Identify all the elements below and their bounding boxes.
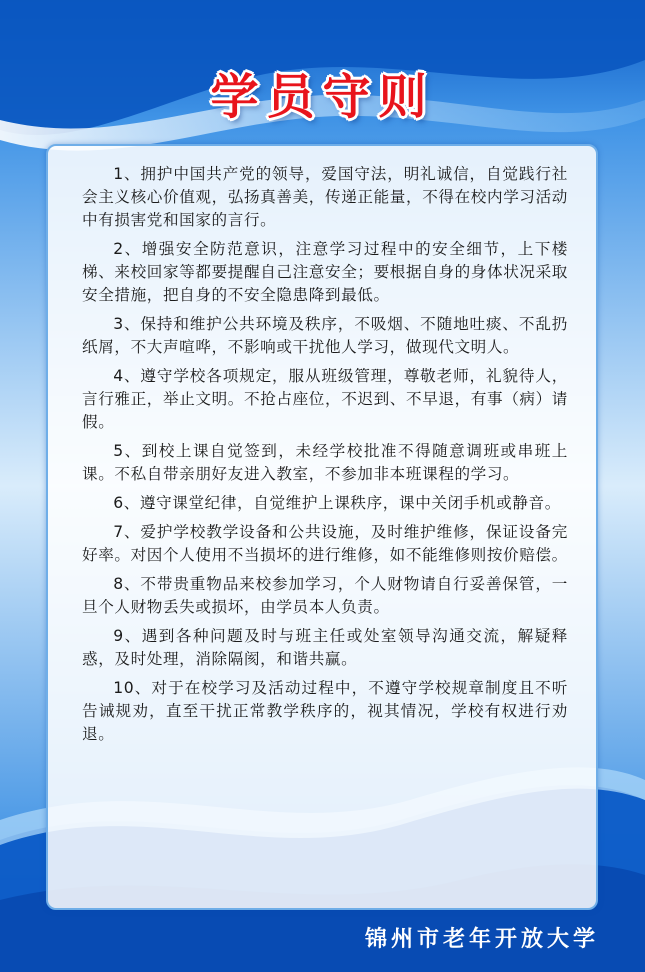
rule-item: 3、保持和维护公共环境及秩序，不吸烟、不随地吐痰、不乱扔纸屑，不大声喧哗，不影响或干扰他人学习，做现代文明人。 [82,315,568,356]
page-title: 学员守则 [210,69,435,125]
rules-list [82,163,568,752]
rule-item: 9、遇到各种问题及时与班主任或处室领导沟通交流，解疑释惑，及时处理，消除隔阂，和谐共赢。 [82,627,568,668]
rule-item: 7、爱护学校教学设备和公共设施，及时维护维修，保证设备完好率。对因个人使用不当损坏的进行维修，如不能维修则按价赔偿。 [82,523,568,564]
rule-item: 4、遵守学校各项规定，服从班级管理，尊敬老师，礼貌待人，言行雅正，举止文明。不抢占座位，不迟到、不早退，有事（病）请假。 [82,367,568,431]
institution-name: 锦州市老年开放大学 [364,927,599,952]
rule-item: 1、拥护中国共产党的领导，爱国守法，明礼诚信，自觉践行社会主义核心价值观，弘扬真善美，传递正能量，不得在校内学习活动中有损害党和国家的言行。 [82,165,568,229]
rule-item: 6、遵守课堂纪律，自觉维护上课秩序，课中关闭手机或静音。 [113,494,561,512]
rule-item: 10、对于在校学习及活动过程中，不遵守学校规章制度且不听告诫规劝，直至干扰正常教学秩序的，视其情况，学校有权进行劝退。 [82,679,568,743]
rule-item: 5、到校上课自觉签到，未经学校批准不得随意调班或串班上课。不私自带亲朋好友进入教室，不参加非本班课程的学习。 [82,442,568,483]
rule-item: 2、增强安全防范意识，注意学习过程中的安全细节，上下楼梯、来校回家等都要提醒自己注意安全；要根据自身的身体状况采取安全措施，把自身的不安全隐患降到最低。 [82,240,568,304]
rule-item: 8、不带贵重物品来校参加学习，个人财物请自行妥善保管，一旦个人财物丢失或损坏，由学员本人负责。 [82,575,568,616]
